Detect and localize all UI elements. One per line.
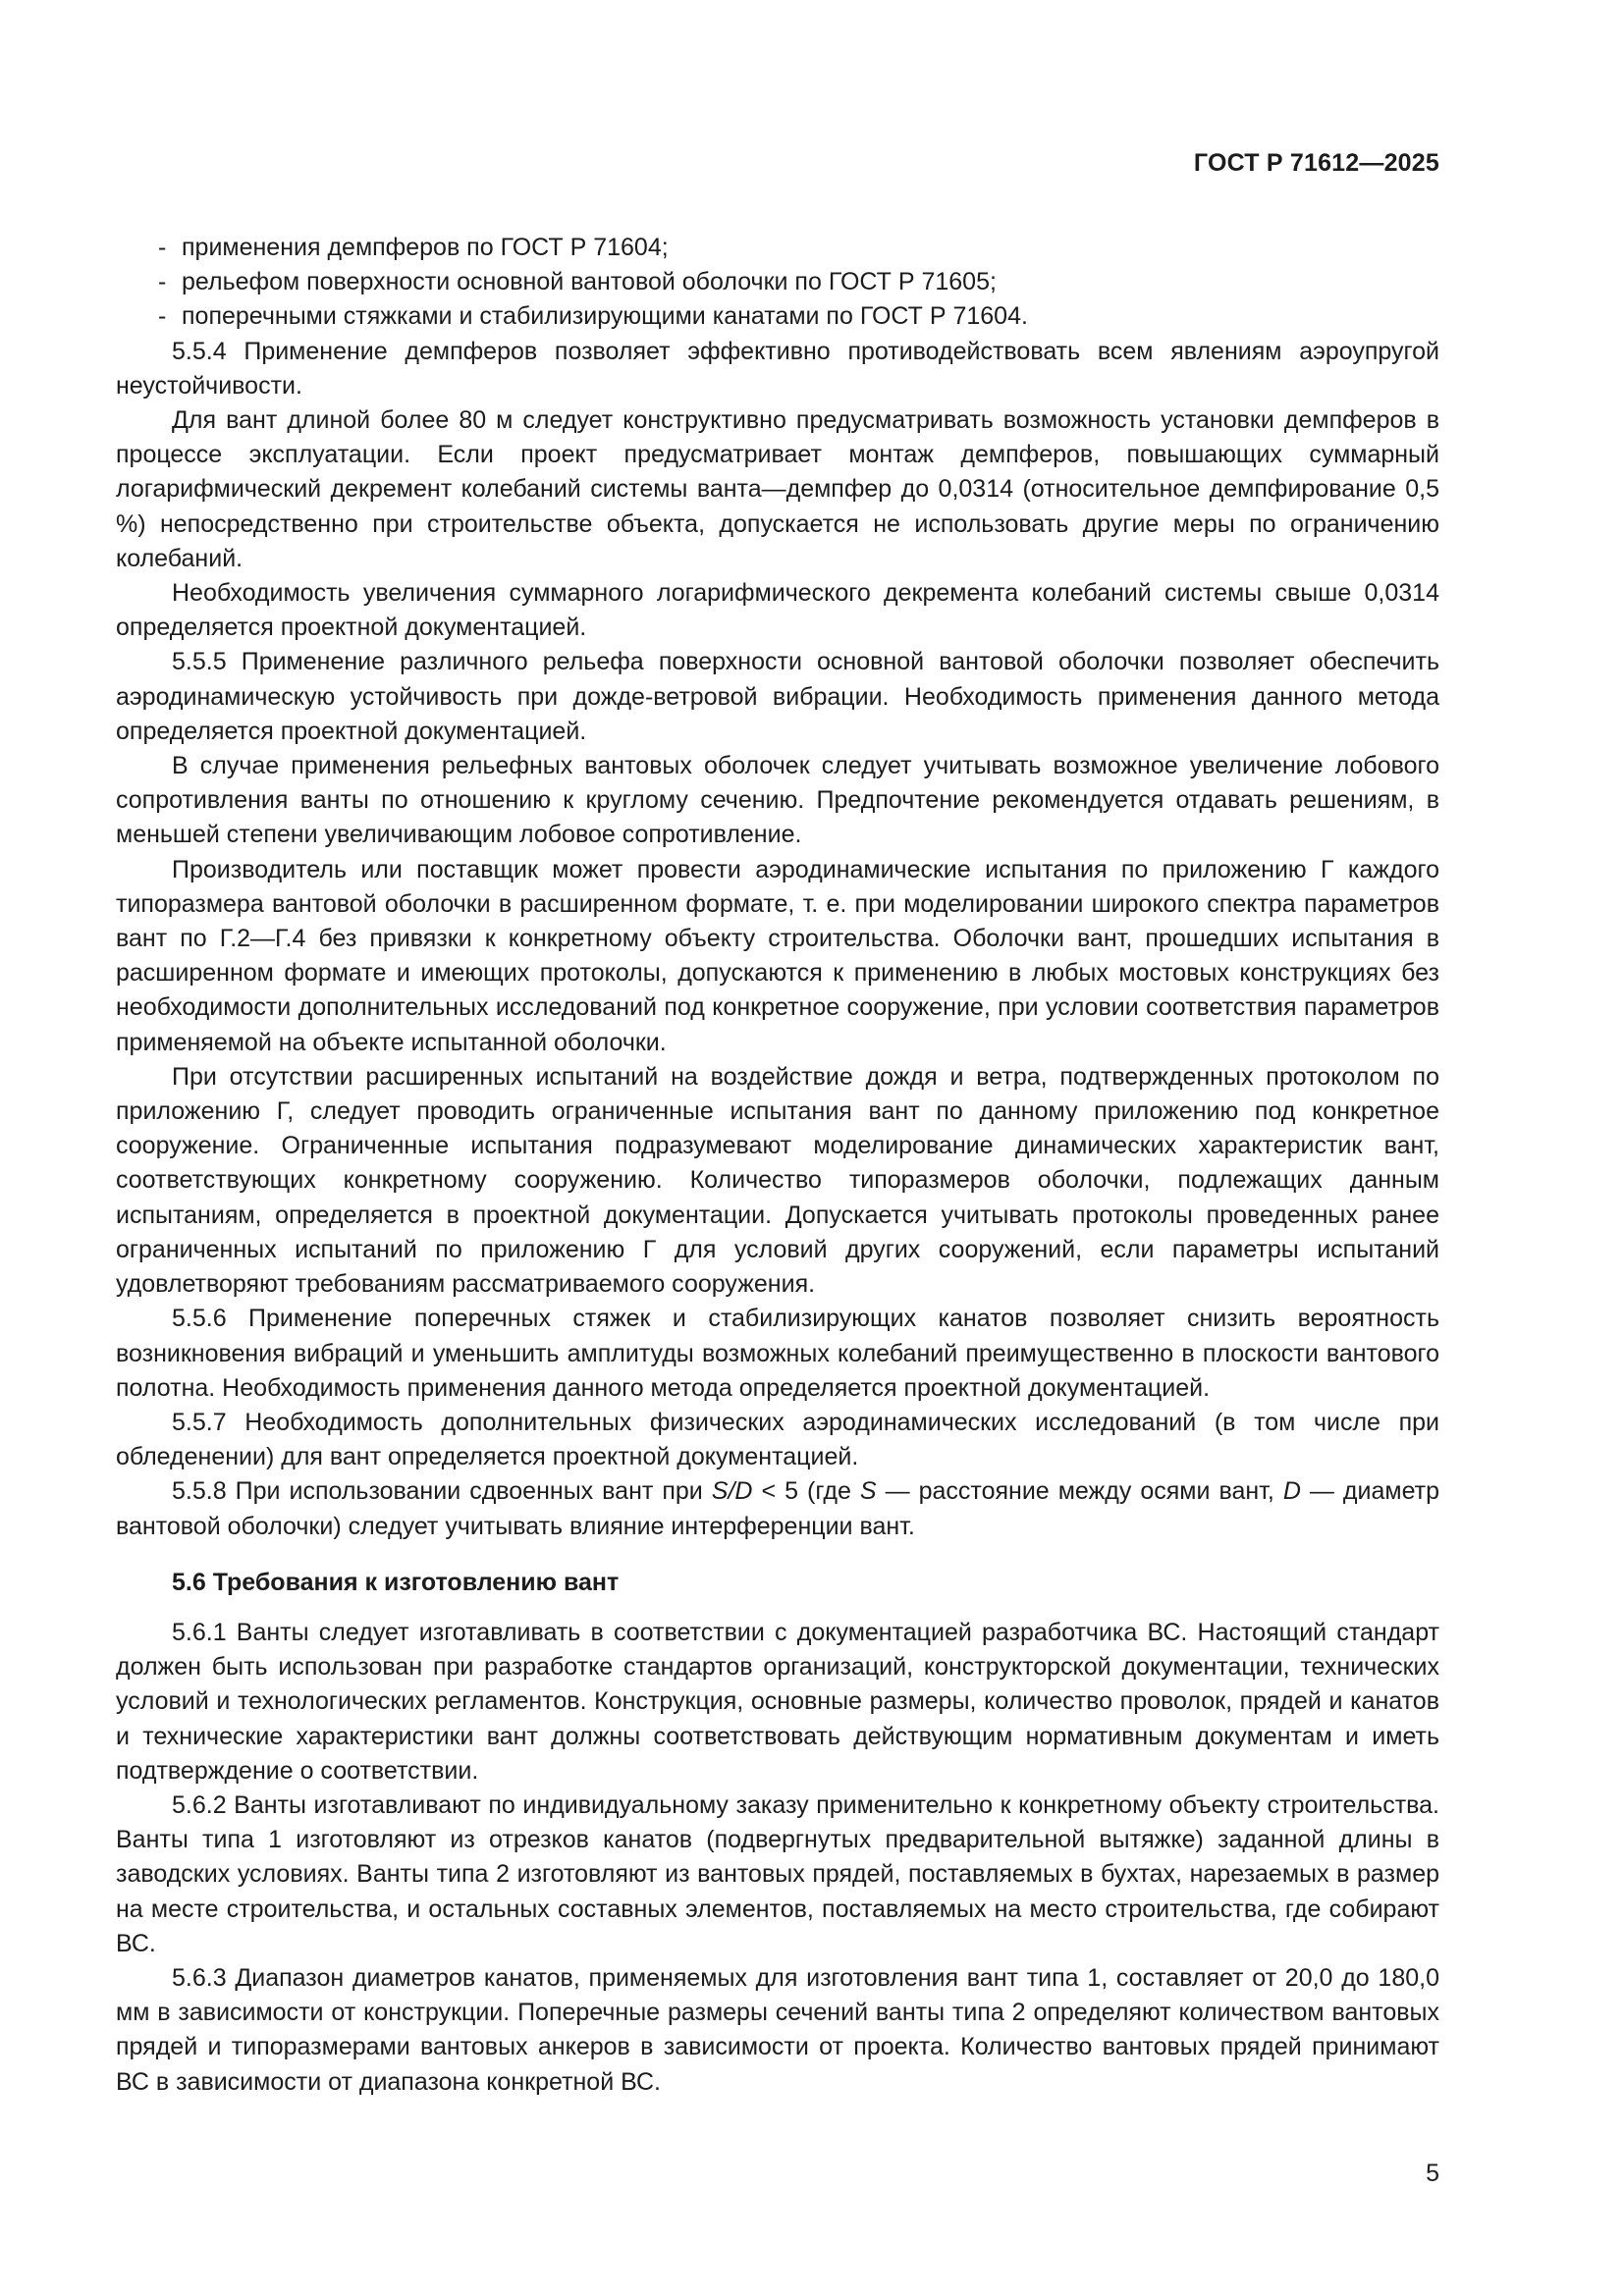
list-item: - применения демпферов по ГОСТ Р 71604; (116, 231, 1439, 265)
paragraph: Необходимость увеличения суммарного логарифмического декремента колебаний системы свыше 0,0314 определяется проектной документацией. (116, 579, 1439, 642)
paragraph: Для вант длиной более 80 м следует конструктивно предусматривать возможность установки демпферов в процессе эксплуатации. Если проект предусматривает монтаж демпферов, повышающих суммарный логарифмический декремент колебаний системы ванта—демпфер до 0,0314 (относительное демпфирование 0,5 %) непосредственно при строительстве объекта, допускается не использовать другие меры по ограничению колебаний. (116, 406, 1439, 572)
paragraph-5-5-4: 5.5.4 Применение демпферов позволяет эффективно противодействовать всем явлениям аэроупругой неустойчивости. (116, 337, 1439, 400)
paragraph-5-6-1: 5.6.1 Ванты следует изготавливать в соответствии с документацией разработчика ВС. Настоящий стандарт должен быть использован при разработке стандартов организаций, конструкторской документации, технических условий и технологических регламентов. Конструкция, основные размеры, количество проволок, прядей и канатов и технические характеристики вант должны соответствовать действующим нормативным документам и иметь подтверждение о соответствии. (116, 1618, 1439, 1785)
paragraph-5-6-3: 5.6.3 Диапазон диаметров канатов, применяемых для изготовления вант типа 1, составляет от 20,0 до 180,0 мм в зависимости от конструкции. Поперечные размеры сечений ванты типа 2 определяют количеством вантовых прядей и типоразмерами вантовых анкеров в зависимости от проекта. Количество вантовых прядей принимают ВС в зависимости от диапазона конкретной ВС. (116, 1963, 1439, 2096)
list-marker: - (158, 268, 167, 296)
section-title: 5.6 Требования к изготовлению вант (172, 1568, 620, 1596)
page-number: 5 (1426, 2160, 1439, 2187)
paragraph-5-5-8: 5.5.8 При использовании сдвоенных вант при S/D < 5 (где S — расстояние между осями вант, D — диаметр вантовой оболочки) следует учитывать влияние интерференции вант. (116, 1477, 1439, 1540)
paragraph-5-5-5: 5.5.5 Применение различного рельефа поверхности основной вантовой оболочки позволяет обеспечить аэродинамическую устойчивость при дожде-ветровой вибрации. Необходимость применения данного метода определяется проектной документацией. (116, 648, 1439, 745)
list-item: - поперечными стяжками и стабилизирующими канатами по ГОСТ Р 71604. (116, 299, 1439, 334)
paragraph: В случае применения рельефных вантовых оболочек следует учитывать возможное увеличение лобового сопротивления ванты по отношению к круглому сечению. Предпочтение рекомендуется отдавать решениям, в меньшей степени увеличивающим лобовое сопротивление. (116, 752, 1439, 849)
paragraph: Производитель или поставщик может провести аэродинамические испытания по приложению Г каждого типоразмера вантовой оболочки в расширенном формате, т. е. при моделировании широкого спектра параметров вант по Г.2—Г.4 без привязки к конкретному объекту строительства. Оболочки вант, прошедших испытания в расширенном формате и имеющих протоколы, допускаются к применению в любых мостовых конструкциях без необходимости дополнительных исследований под конкретное сооружение, при условии соответствия параметров применяемой на объекте испытанной оболочки. (116, 855, 1439, 1056)
document-body (116, 231, 1439, 2100)
list-marker: - (158, 234, 167, 261)
paragraph-5-6-2: 5.6.2 Ванты изготавливают по индивидуальному заказу применительно к конкретному объекту строительства. Ванты типа 1 изготовляют из отрезков канатов (подвергнутых предварительной вытяжке) заданной длины в заводских условиях. Ванты типа 2 изготовляют из вантовых прядей, поставляемых в бухтах, нарезаемых в размер на месте строительства, и остальных составных элементов, поставляемых на место строительства, где собирают ВС. (116, 1790, 1439, 1957)
list-item: - рельефом поверхности основной вантовой оболочки по ГОСТ Р 71605; (116, 265, 1439, 299)
document-code: ГОСТ Р 71612—2025 (1193, 149, 1439, 177)
paragraph-5-5-6: 5.5.6 Применение поперечных стяжек и стабилизирующих канатов позволяет снизить вероятность возникновения вибраций и уменьшить амплитуды возможных колебаний преимущественно в плоскости вантового полотна. Необходимость применения данного метода определяется проектной документацией. (116, 1305, 1439, 1402)
list-marker: - (158, 302, 167, 331)
paragraph-5-5-7: 5.5.7 Необходимость дополнительных физических аэродинамических исследований (в том числе при обледенении) для вант определяется проектной документацией. (116, 1408, 1439, 1471)
paragraph: При отсутствии расширенных испытаний на воздействие дождя и ветра, подтвержденных протоколом по приложению Г, следует проводить ограниченные испытания вант по данному приложению под конкретное сооружение. Ограниченные испытания подразумевают моделирование динамических характеристик вант, соответствующих конкретному сооружению. Количество типоразмеров оболочки, подлежащих данным испытаниям, определяется в проектной документации. Допускается учитывать протоколы проведенных ранее ограниченных испытаний по приложению Г для условий других сооружений, если параметры испытаний удовлетворяют требованиям рассматриваемого сооружения. (116, 1062, 1439, 1299)
